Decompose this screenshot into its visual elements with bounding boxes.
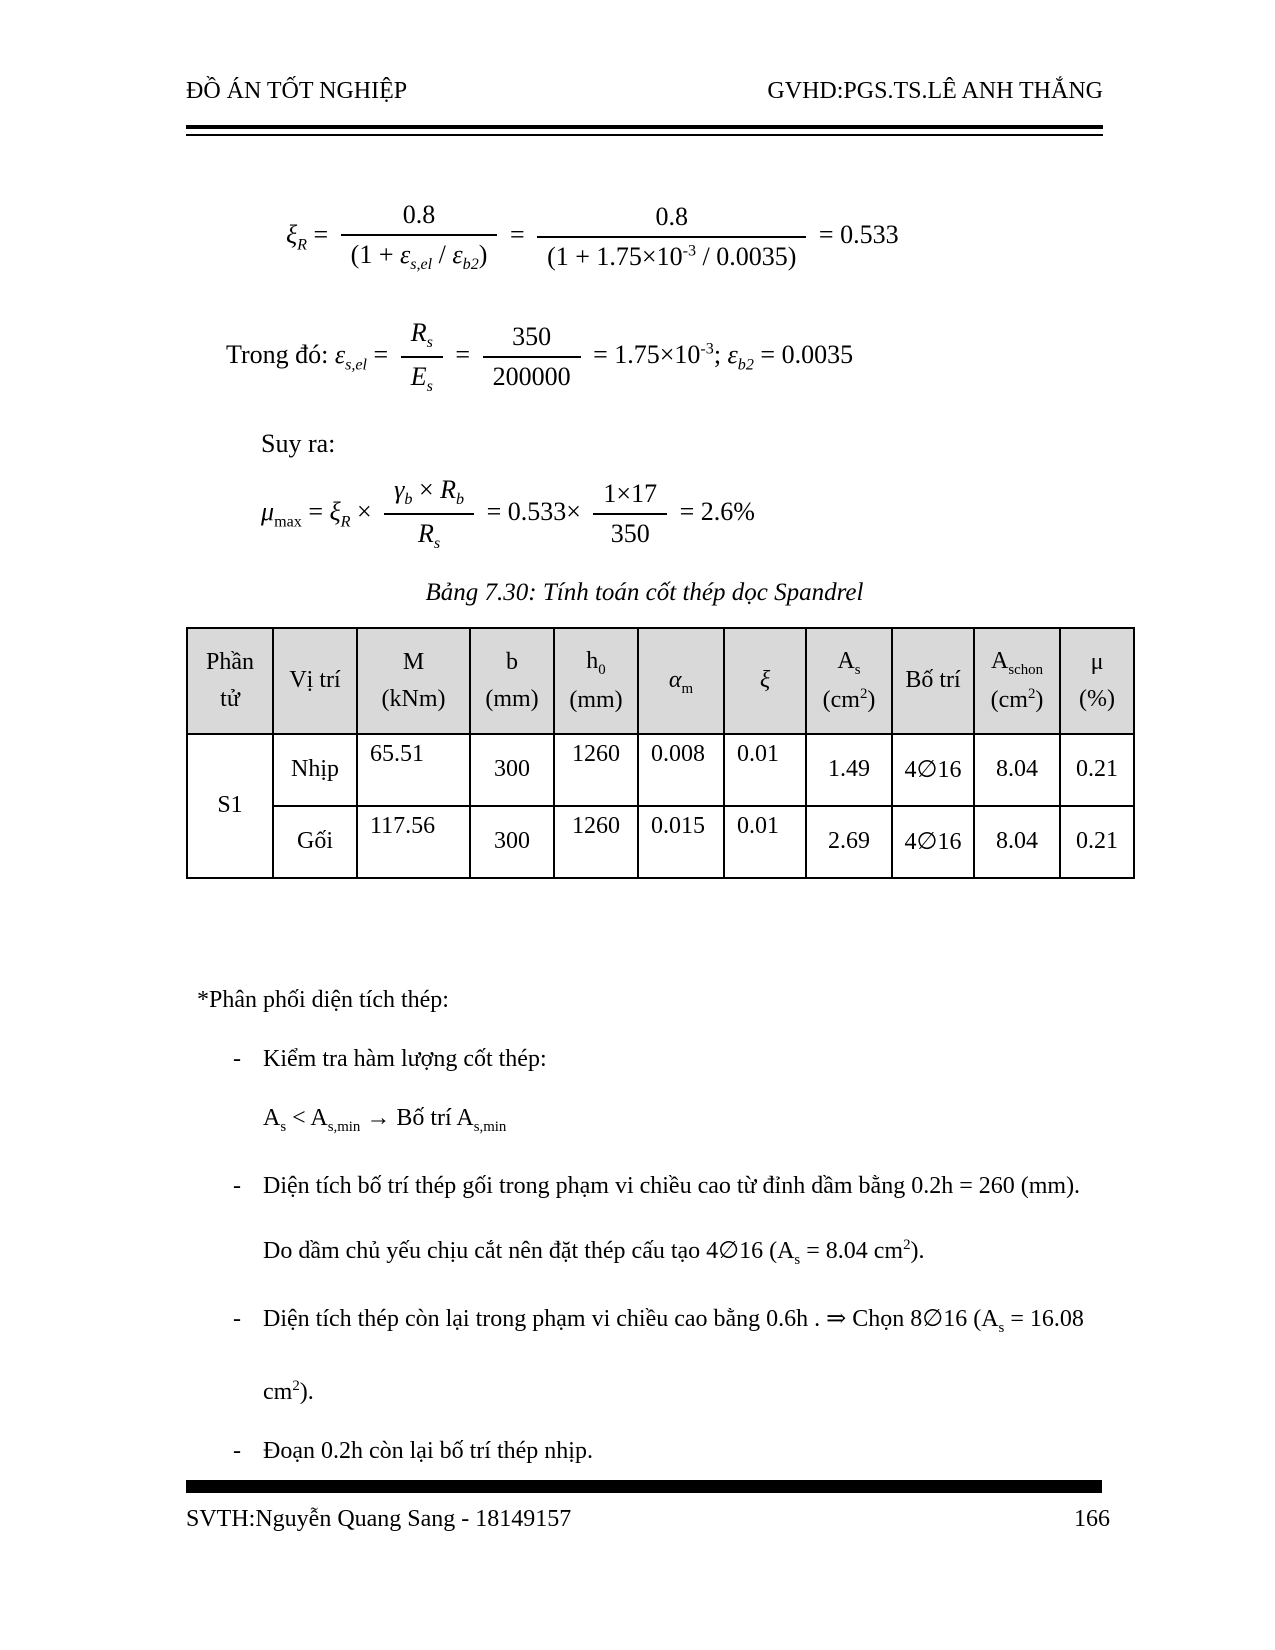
notes-title: *Phân phối diện tích thép: — [197, 986, 449, 1013]
cell-element: S1 — [187, 734, 273, 878]
page-number: 166 — [1074, 1506, 1110, 1532]
xi-frac1-num: 0.8 — [402, 200, 436, 229]
cell-aschon: 8.04 — [974, 734, 1060, 806]
cell-as: 2.69 — [806, 806, 892, 878]
header-rule — [186, 125, 1103, 136]
list-item-text: Diện tích bố trí thép gối trong phạm vi chiều cao từ đỉnh dầm bằng 0.2h = 260 (mm). Do dầm chủ yếu chịu cắt nên đặt thép cấu tạo 4∅16 ($A_s = 8.04$ $cm^2$). — [263, 1172, 1081, 1268]
xi-result: = 0.533 — [818, 220, 899, 250]
cell-bo-tri: 4∅16 — [892, 734, 974, 806]
table-caption: Bảng 7.30: Tính toán cốt thép dọc Spandrel — [425, 578, 864, 606]
footer-rule — [186, 1480, 1102, 1493]
cell-aschon: 8.04 — [974, 806, 1060, 878]
header-vi-tri: Vị trí — [273, 628, 357, 734]
header-h0: $h_0$ (mm) — [554, 628, 638, 734]
header-right-text: GVHD:PGS.TS.LÊ ANH THẮNG — [767, 78, 1103, 104]
list-item-text: Đoạn 0.2h còn lại bố trí thép nhịp. — [263, 1438, 593, 1465]
list-dash: - — [233, 1305, 241, 1332]
list-dash: - — [233, 1045, 241, 1072]
header-b: b (mm) — [470, 628, 554, 734]
list-item-text: Diện tích thép còn lại trong phạm vi chiều cao bằng 0.6h . ⇒ Chọn 8∅16 ($A_s = 16.08$ $cm^2$). — [263, 1305, 1084, 1406]
xi-var-sub: R — [297, 236, 307, 254]
header-m: M (kNm) — [357, 628, 470, 734]
list-item — [186, 1290, 1103, 1423]
list-item — [186, 1157, 1103, 1290]
trong-do-label: Trong đó: — [226, 340, 329, 370]
xi-frac2-num: 0.8 — [655, 202, 688, 232]
footer-author-text: SVTH:Nguyễn Quang Sang - 18149157 — [186, 1506, 572, 1532]
page-header — [186, 78, 1103, 105]
xi-eq2: = — [509, 220, 525, 250]
header-alpha-m: $\alpha_m$ — [638, 628, 724, 734]
cell-position: Nhịp — [273, 734, 357, 806]
xi-eq1: = — [313, 220, 329, 250]
cell-alpha-m: 0.008 — [638, 734, 724, 806]
list-item-text: Kiểm tra hàm lượng cốt thép: — [263, 1045, 547, 1072]
trong-do-frac2: $\frac{350}{200000}$ — [483, 320, 581, 394]
cell-b: 300 — [470, 734, 554, 806]
header-mu: μ (%) — [1060, 628, 1134, 734]
cell-xi: 0.01 — [724, 806, 806, 878]
header-xi: ξ — [724, 628, 806, 734]
cell-m: 65.51 — [357, 734, 470, 806]
header-phan-tu: Phần tử — [187, 628, 273, 734]
list-dash: - — [233, 1438, 241, 1465]
as-condition-formula: $A_s < A_{s,min}$ → Bố trí $A_{s,min}$ — [263, 1104, 507, 1135]
table-row — [187, 806, 1134, 878]
cell-bo-tri: 4∅16 — [892, 806, 974, 878]
xi-frac2-den: $(1 + 1.75\times 10^{-3} / 0.0035)$ — [537, 236, 806, 274]
cell-mu: 0.21 — [1060, 734, 1134, 806]
xi-var: ξ — [286, 220, 298, 250]
page-footer — [186, 1506, 1110, 1533]
suy-ra-label: Suy ra: — [261, 428, 336, 458]
header-bo-tri: Bố trí — [892, 628, 974, 734]
cell-b: 300 — [470, 806, 554, 878]
notes-section — [186, 971, 1103, 1481]
header-left-text: ĐỒ ÁN TỐT NGHIỆP — [186, 78, 408, 104]
cell-h0: 1260 — [554, 734, 638, 806]
cell-m: 117.56 — [357, 806, 470, 878]
formula-mu-max: $\mu_{max} = \xi_R$ × $\frac{\gamma_b \times R_b}{R_s}$ = 0.533× $\frac{1\times 17}{350}$ = 2.6% — [261, 473, 1103, 555]
table-row — [187, 734, 1134, 806]
mu-frac1: $\frac{\gamma_b \times R_b}{R_s}$ — [384, 473, 474, 555]
formula-trong-do: Trong đó: $\varepsilon_{s,el}$ = $\frac{R_s}{E_s}$ = $\frac{350}{200000}$ = $1.75\times 10^{-3}$; $\varepsilon_{b2} = 0.0035$ — [226, 316, 1103, 398]
xi-frac2 — [537, 200, 806, 274]
cell-xi: 0.01 — [724, 734, 806, 806]
trong-do-frac1: $\frac{R_s}{E_s}$ — [401, 316, 443, 398]
cell-h0: 1260 — [554, 806, 638, 878]
xi-frac1 — [341, 198, 498, 276]
list-item — [186, 1030, 1103, 1089]
list-item — [186, 1422, 1103, 1481]
table-header-row — [187, 628, 1134, 734]
cell-mu: 0.21 — [1060, 806, 1134, 878]
rebar-table — [186, 627, 1135, 879]
mu-frac2: $\frac{1\times 17}{350}$ — [593, 477, 667, 551]
formula-xi-r — [286, 198, 1103, 276]
cell-alpha-m: 0.015 — [638, 806, 724, 878]
cell-as: 1.49 — [806, 734, 892, 806]
header-aschon: $A_{schon}$ $(cm^2)$ — [974, 628, 1060, 734]
cell-position: Gối — [273, 806, 357, 878]
list-dash: - — [233, 1172, 241, 1199]
header-as: $A_s$ $(cm^2)$ — [806, 628, 892, 734]
xi-frac1-den: $(1 + \varepsilon_{s,el} / \varepsilon_{b2})$ — [341, 234, 498, 276]
